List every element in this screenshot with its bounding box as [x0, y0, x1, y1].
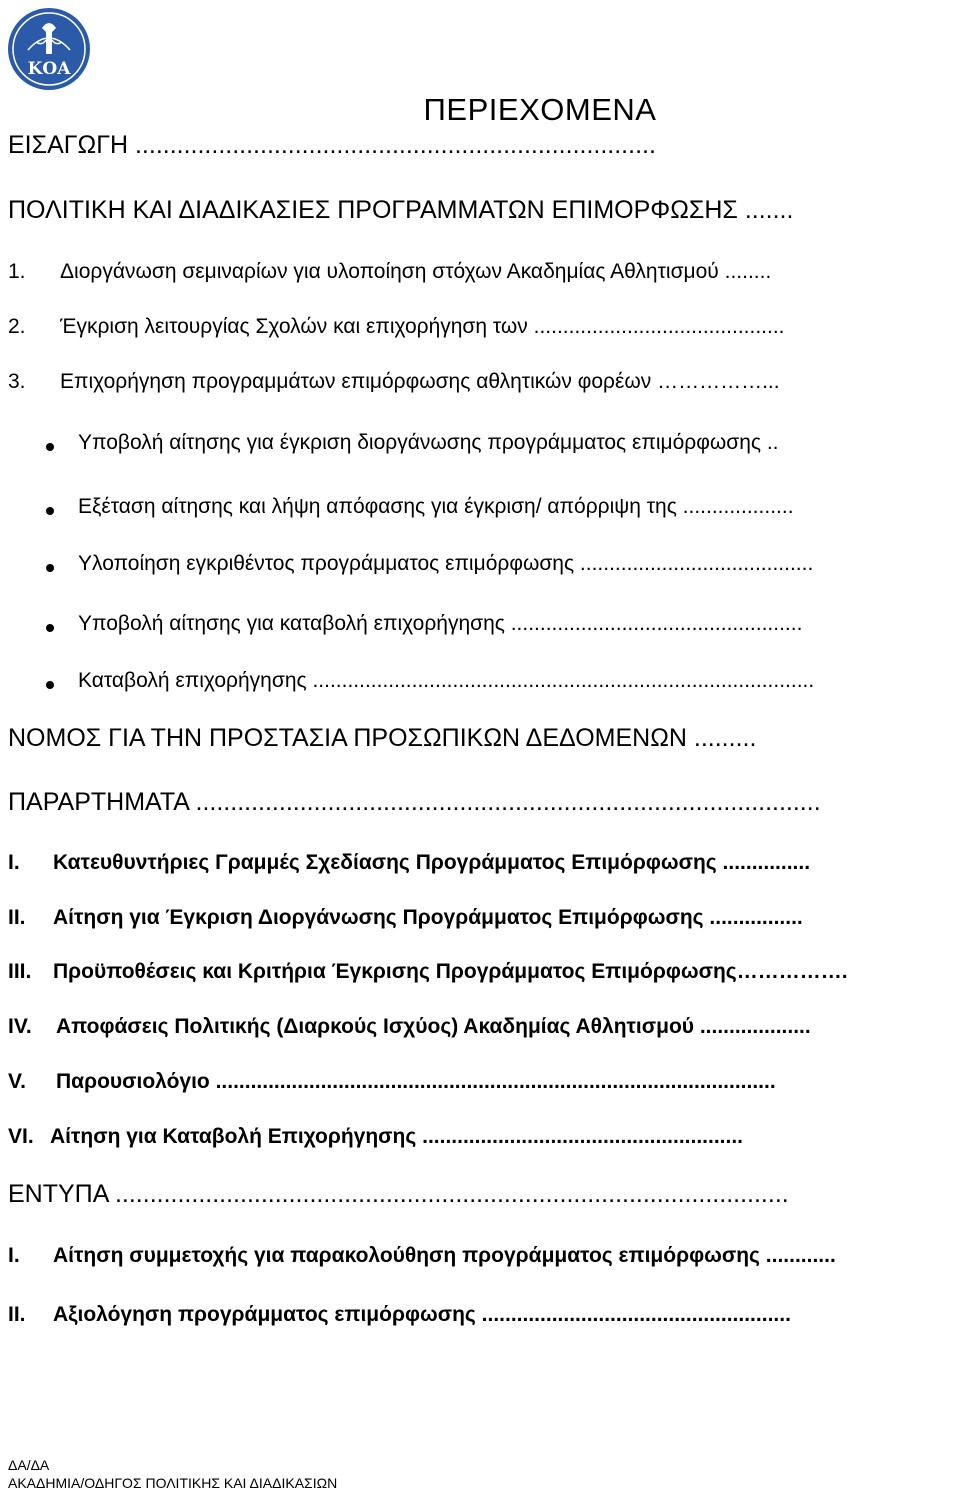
bullet-icon: [46, 624, 54, 632]
toc-bullet-5[interactable]: [8, 669, 958, 697]
appendix-label: Κατευθυντήριες Γραμμές Σχεδίασης Προγράμματος Επιμόρφωσης ...............: [53, 851, 811, 874]
toc-item-2[interactable]: [8, 315, 958, 343]
toc-bullet-label: Εξέταση αίτησης και λήψη απόφασης για έγκριση/ απόρριψη της ...................: [78, 495, 794, 518]
form-label: Αξιολόγηση προγράμματος επιμόρφωσης .....................................................: [53, 1303, 791, 1326]
form-label: Αίτηση συμμετοχής για παρακολούθηση προγράμματος επιμόρφωσης ............: [53, 1244, 836, 1267]
bullet-icon: [46, 681, 54, 689]
toc-bullet-label: Υποβολή αίτησης για έγκριση διοργάνωσης προγράμματος επιμόρφωσης ..: [78, 431, 779, 454]
toc-appendix-5[interactable]: [8, 1070, 958, 1098]
appendix-label: Αίτηση για Καταβολή Επιχορήγησης .......................................................: [50, 1125, 744, 1148]
toc-bullet-3[interactable]: [8, 552, 958, 580]
appendix-number: I.: [8, 851, 20, 874]
appendix-label: Προϋποθέσεις και Κριτήρια Έγκρισης Προγράμματος Επιμόρφωσης…………….: [53, 960, 848, 983]
toc-intro[interactable]: ΕΙΣΑΓΩΓΗ ...........................................................................: [8, 131, 656, 159]
appendix-number: II.: [8, 906, 26, 929]
appendix-number: VI.: [8, 1125, 34, 1148]
toc-appendix-4[interactable]: [8, 1015, 958, 1043]
toc-item-1[interactable]: [8, 260, 958, 288]
toc-bullet-label: Καταβολή επιχορήγησης ......................................................................................: [78, 669, 815, 692]
toc-bullet-label: Υποβολή αίτησης για καταβολή επιχορήγησης ..................................................: [78, 612, 803, 635]
toc-item-number: 3.: [8, 370, 26, 393]
appendix-number: IV.: [8, 1015, 32, 1038]
form-number: II.: [8, 1303, 26, 1326]
toc-form-2[interactable]: [8, 1303, 958, 1331]
appendix-number: III.: [8, 960, 32, 983]
toc-bullet-1[interactable]: [8, 431, 958, 459]
footer-code: ΔΑ/ΔΑ: [8, 1457, 50, 1473]
appendix-label: Παρουσιολόγιο ................................................................................................: [56, 1070, 776, 1093]
toc-forms[interactable]: ΕΝΤΥΠΑ .................................................................................................: [8, 1180, 789, 1208]
bullet-icon: [46, 507, 54, 515]
appendix-label: Αποφάσεις Πολιτικής (Διαρκούς Ισχύος) Ακαδημίας Αθλητισμού ...................: [56, 1015, 811, 1038]
toc-appendix-1[interactable]: [8, 851, 958, 879]
appendix-number: V.: [8, 1070, 26, 1093]
toc-item-number: 2.: [8, 315, 26, 338]
logo-text: ΚΟΑ: [27, 59, 71, 79]
koa-logo: [6, 6, 92, 92]
toc-policy[interactable]: ΠΟΛΙΤΙΚΗ ΚΑΙ ΔΙΑΔΙΚΑΣΙΕΣ ΠΡΟΓΡΑΜΜΑΤΩΝ ΕΠΙΜΟΡΦΩΣΗΣ .......: [8, 196, 794, 224]
toc-data-law[interactable]: ΝΟΜΟΣ ΓΙΑ ΤΗΝ ΠΡΟΣΤΑΣΙΑ ΠΡΟΣΩΠΙΚΩΝ ΔΕΔΟΜΕΝΩΝ .........: [8, 724, 757, 752]
toc-bullet-2[interactable]: [8, 495, 958, 523]
bullet-icon: [46, 443, 54, 451]
toc-appendices[interactable]: ΠΑΡΑΡΤΗΜΑΤΑ ..........................................................................................: [8, 788, 821, 816]
toc-appendix-6[interactable]: [8, 1125, 958, 1153]
toc-item-number: 1.: [8, 260, 26, 283]
toc-form-1[interactable]: [8, 1244, 958, 1272]
page-title: ΠΕΡΙΕΧΟΜΕΝΑ: [423, 92, 657, 127]
bullet-icon: [46, 564, 54, 572]
page-footer: [8, 1456, 337, 1492]
toc-appendix-2[interactable]: [8, 906, 958, 934]
toc-item-label: Επιχορήγηση προγραμμάτων επιμόρφωσης αθλητικών φορέων ……………...: [60, 370, 780, 393]
toc-item-3[interactable]: [8, 370, 958, 398]
toc-item-label: Διοργάνωση σεμιναρίων για υλοποίηση στόχων Ακαδημίας Αθλητισμού ........: [60, 260, 772, 283]
toc-appendix-3[interactable]: [8, 960, 958, 988]
toc-bullet-4[interactable]: [8, 612, 958, 640]
toc-item-label: Έγκριση λειτουργίας Σχολών και επιχορήγηση των ...........................................: [60, 315, 785, 338]
appendix-label: Αίτηση για Έγκριση Διοργάνωσης Προγράμματος Επιμόρφωσης ................: [53, 906, 803, 929]
toc-bullet-label: Υλοποίηση εγκριθέντος προγράμματος επιμόρφωσης ........................................: [78, 552, 814, 575]
form-number: I.: [8, 1244, 20, 1267]
footer-doc-title: ΑΚΑΔΗΜΙΑ/ΟΔΗΓΟΣ ΠΟΛΙΤΙΚΗΣ ΚΑΙ ΔΙΑΔΙΚΑΣΙΩΝ: [8, 1475, 338, 1491]
